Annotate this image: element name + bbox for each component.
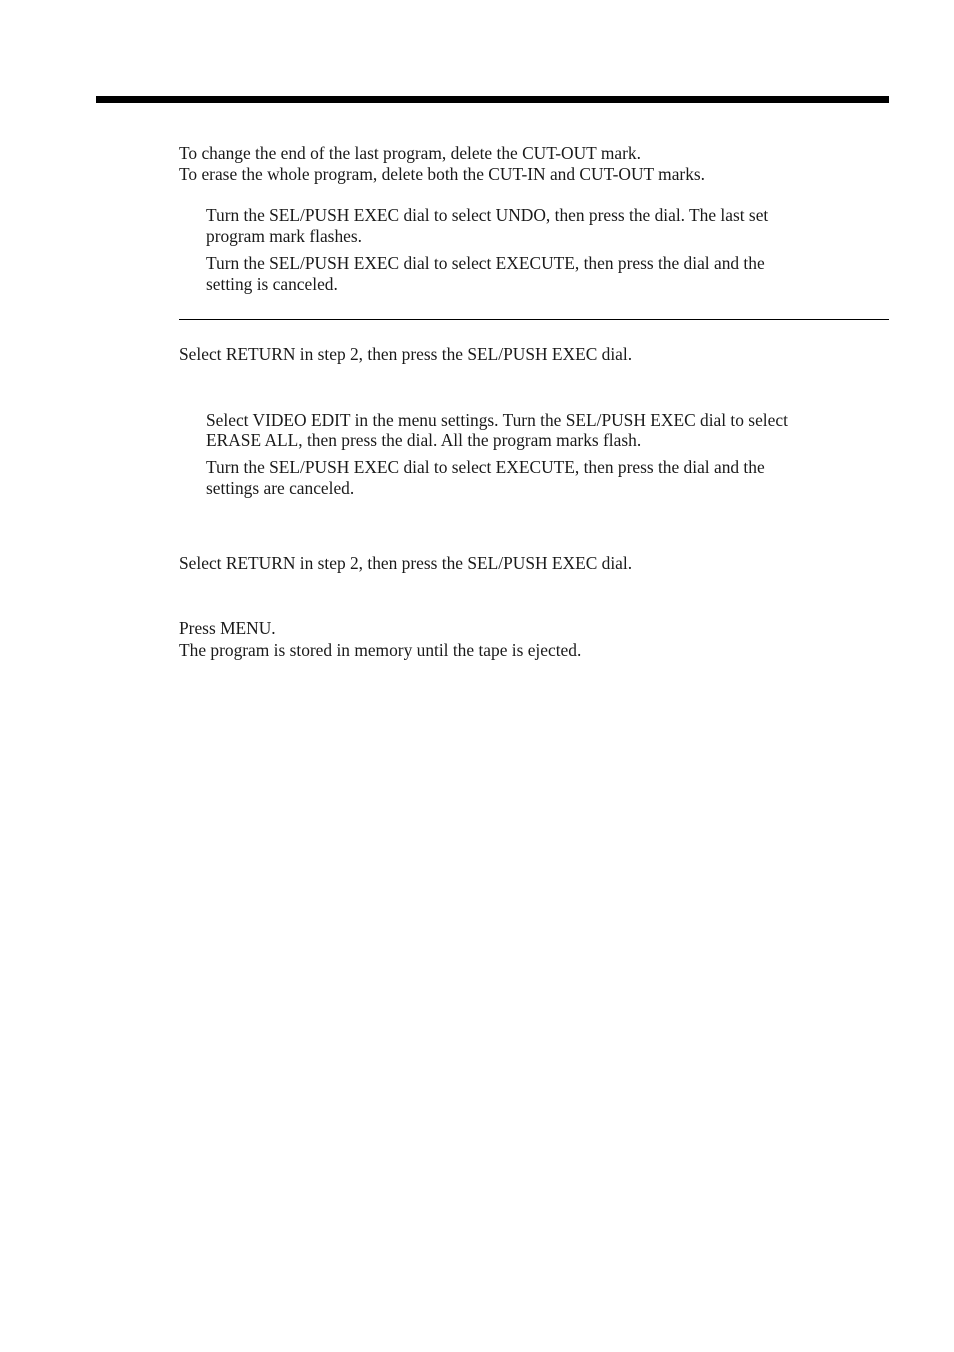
undo-step-1-line-1: Turn the SEL/PUSH EXEC dial to select UNDO, then press the dial. The last set — [206, 205, 769, 225]
section-divider — [179, 319, 889, 320]
undo-step-2-line-1: Turn the SEL/PUSH EXEC dial to select EXECUTE, then press the dial and the — [206, 253, 765, 273]
finish-line-2: The program is stored in memory until the tape is ejected. — [179, 640, 582, 660]
cancel-undo-text: Select RETURN in step 2, then press the SEL/PUSH EXEC dial. — [179, 344, 633, 364]
erase-step-1-line-1: Select VIDEO EDIT in the menu settings. Turn the SEL/PUSH EXEC dial to select — [206, 410, 788, 430]
undo-step-2-line-2: setting is canceled. — [206, 274, 338, 294]
erase-step-2-line-2: settings are canceled. — [206, 478, 355, 498]
intro-line-2: To erase the whole program, delete both the CUT-IN and CUT-OUT marks. — [179, 164, 706, 184]
cancel-erase-text: Select RETURN in step 2, then press the SEL/PUSH EXEC dial. — [179, 553, 633, 573]
finish-line-1: Press MENU. — [179, 618, 276, 638]
erase-step-1-line-2: ERASE ALL, then press the dial. All the program marks flash. — [206, 430, 642, 450]
erase-step-2-line-1: Turn the SEL/PUSH EXEC dial to select EXECUTE, then press the dial and the — [206, 457, 765, 477]
intro-line-1: To change the end of the last program, delete the CUT-OUT mark. — [179, 143, 641, 163]
top-header-rule — [96, 96, 889, 103]
undo-step-1-line-2: program mark flashes. — [206, 226, 362, 246]
